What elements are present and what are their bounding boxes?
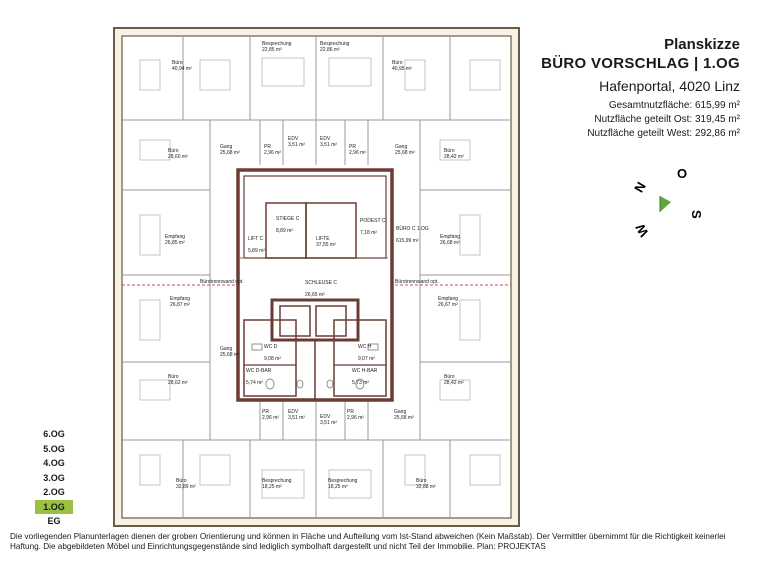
svg-text:18,25 m²: 18,25 m² <box>328 484 348 490</box>
svg-text:Gang: Gang <box>220 144 233 150</box>
svg-text:32,88 m²: 32,88 m² <box>416 484 436 490</box>
svg-text:Gang: Gang <box>394 409 407 415</box>
svg-text:PR: PR <box>262 409 269 415</box>
svg-text:9,08 m²: 9,08 m² <box>264 356 281 362</box>
partition-label-west: Bürotrennwand opt. <box>200 279 244 285</box>
svg-text:25,68 m²: 25,68 m² <box>395 150 415 156</box>
floor-selector <box>35 427 73 529</box>
svg-text:Gang: Gang <box>395 144 408 150</box>
svg-text:WC D-BAR: WC D-BAR <box>246 368 272 374</box>
svg-text:26,68 m²: 26,68 m² <box>440 240 460 246</box>
svg-text:Büro: Büro <box>392 60 403 66</box>
compass-s: S <box>689 210 704 219</box>
svg-text:28,42 m²: 28,42 m² <box>444 154 464 160</box>
room-label <box>165 234 185 246</box>
svg-text:WC D: WC D <box>264 344 278 350</box>
svg-text:9,07 m²: 9,07 m² <box>358 356 375 362</box>
svg-text:2,96 m²: 2,96 m² <box>262 415 279 421</box>
svg-text:Besprechung: Besprechung <box>262 478 292 484</box>
svg-text:SCHLEUSE C: SCHLEUSE C <box>305 280 337 286</box>
svg-text:PR: PR <box>349 144 356 150</box>
room-label <box>440 234 460 246</box>
compass-n: N <box>631 179 649 195</box>
svg-text:40,94 m²: 40,94 m² <box>172 66 192 72</box>
svg-text:26,67 m²: 26,67 m² <box>438 302 458 308</box>
svg-text:3,51 m²: 3,51 m² <box>288 415 305 421</box>
svg-text:BÜRO C 1.OG: BÜRO C 1.OG <box>396 226 429 232</box>
svg-text:22,86 m²: 22,86 m² <box>320 47 340 53</box>
svg-text:2,96 m²: 2,96 m² <box>347 415 364 421</box>
svg-text:Büro: Büro <box>168 374 179 380</box>
svg-text:Gang: Gang <box>220 346 233 352</box>
svg-text:2,96 m²: 2,96 m² <box>264 150 281 156</box>
room-label <box>170 296 190 308</box>
svg-text:EDV: EDV <box>320 136 331 142</box>
room-label <box>438 296 458 308</box>
svg-text:2,96 m²: 2,96 m² <box>349 150 366 156</box>
svg-text:28,62 m²: 28,62 m² <box>168 380 188 386</box>
floor-item[interactable]: 2.OG <box>43 487 65 497</box>
svg-text:25,68 m²: 25,68 m² <box>220 150 240 156</box>
svg-text:8,89 m²: 8,89 m² <box>276 228 293 234</box>
compass-needle-icon <box>660 196 671 212</box>
svg-text:26,87 m²: 26,87 m² <box>170 302 190 308</box>
svg-text:PODEST C: PODEST C <box>360 218 386 224</box>
svg-text:WC H: WC H <box>358 344 372 350</box>
floor-item-active[interactable]: 1.OG <box>35 500 73 515</box>
floor-item[interactable]: 3.OG <box>43 472 65 483</box>
svg-text:PR: PR <box>264 144 271 150</box>
svg-text:EDV: EDV <box>288 409 299 415</box>
floor-item[interactable]: EG <box>47 516 61 526</box>
svg-text:3,51 m²: 3,51 m² <box>320 142 337 148</box>
svg-text:25,68 m²: 25,68 m² <box>220 352 240 358</box>
svg-text:32,89 m²: 32,89 m² <box>176 484 196 490</box>
svg-text:Büro: Büro <box>172 60 183 66</box>
svg-text:LIFTE: LIFTE <box>316 236 330 242</box>
svg-text:5,74 m²: 5,74 m² <box>246 380 263 386</box>
svg-text:Besprechung: Besprechung <box>328 478 358 484</box>
disclaimer-text: Die vorliegenden Planunterlagen dienen der groben Orientierung und können in Fläche und Aufteilung vom Ist-Stand abweichen (Kein Maßstab). Der Vermittler übernimmt für die Richtigkeit keinerlei Haftung. Die abgebildeten Möbel und Einrichtungsgegenstände sind lediglich symbolhaft dargestellt und nicht Teil der Immobilie. Plan: PROJEKTAS <box>10 532 726 551</box>
svg-text:Besprechung: Besprechung <box>320 41 350 47</box>
svg-text:WC H-BAR: WC H-BAR <box>352 368 378 374</box>
svg-text:PR: PR <box>347 409 354 415</box>
svg-text:7,18 m²: 7,18 m² <box>360 230 377 236</box>
floor-item[interactable]: 6.OG <box>43 429 65 439</box>
svg-text:Büro: Büro <box>444 148 455 154</box>
svg-text:Besprechung: Besprechung <box>262 41 292 47</box>
page-subtitle: BÜRO VORSCHLAG | 1.OG <box>541 55 740 72</box>
floor-item[interactable]: 4.OG <box>43 458 65 468</box>
partition-label-east: Bürotrennwand opt. <box>395 279 439 285</box>
svg-text:Büro: Büro <box>176 478 187 484</box>
compass <box>631 166 704 239</box>
svg-text:Büro: Büro <box>168 148 179 154</box>
svg-text:26,65 m²: 26,65 m² <box>305 292 325 298</box>
page-title: Planskizze <box>664 36 740 53</box>
svg-text:EDV: EDV <box>320 414 331 420</box>
compass-w: W <box>632 221 652 240</box>
svg-text:3,51 m²: 3,51 m² <box>288 142 305 148</box>
svg-text:Büro: Büro <box>416 478 427 484</box>
stat-east-area: Nutzfläche geteilt Ost: 319,45 m² <box>594 114 740 125</box>
svg-text:40,95 m²: 40,95 m² <box>392 66 412 72</box>
svg-text:EDV: EDV <box>288 136 299 142</box>
svg-text:25,68 m²: 25,68 m² <box>394 415 414 421</box>
svg-text:Empfang: Empfang <box>438 296 459 302</box>
svg-text:28,60 m²: 28,60 m² <box>168 154 188 160</box>
location-label: Hafenportal, 4020 Linz <box>599 78 740 94</box>
svg-text:Empfang: Empfang <box>170 296 191 302</box>
svg-text:3,51 m²: 3,51 m² <box>320 420 337 426</box>
svg-text:Empfang: Empfang <box>440 234 461 240</box>
svg-text:5,73 m²: 5,73 m² <box>352 380 369 386</box>
svg-text:37,55 m²: 37,55 m² <box>316 242 336 248</box>
floor-item[interactable]: 5.OG <box>43 443 65 454</box>
compass-o: O <box>677 166 688 181</box>
svg-text:5,89 m²: 5,89 m² <box>248 248 265 254</box>
svg-text:28,42 m²: 28,42 m² <box>444 380 464 386</box>
svg-text:Büro: Büro <box>444 374 455 380</box>
svg-text:18,25 m²: 18,25 m² <box>262 484 282 490</box>
svg-text:Empfang: Empfang <box>165 234 186 240</box>
svg-text:22,85 m²: 22,85 m² <box>262 47 282 53</box>
stat-total-area: Gesamtnutzfläche: 615,99 m² <box>608 100 740 111</box>
svg-text:LIFT C: LIFT C <box>248 236 264 242</box>
svg-text:STIEGE C: STIEGE C <box>276 216 300 222</box>
svg-text:26,85 m²: 26,85 m² <box>165 240 185 246</box>
stat-west-area: Nutzfläche geteilt West: 292,86 m² <box>587 128 740 139</box>
svg-text:615,99 m²: 615,99 m² <box>396 238 419 244</box>
